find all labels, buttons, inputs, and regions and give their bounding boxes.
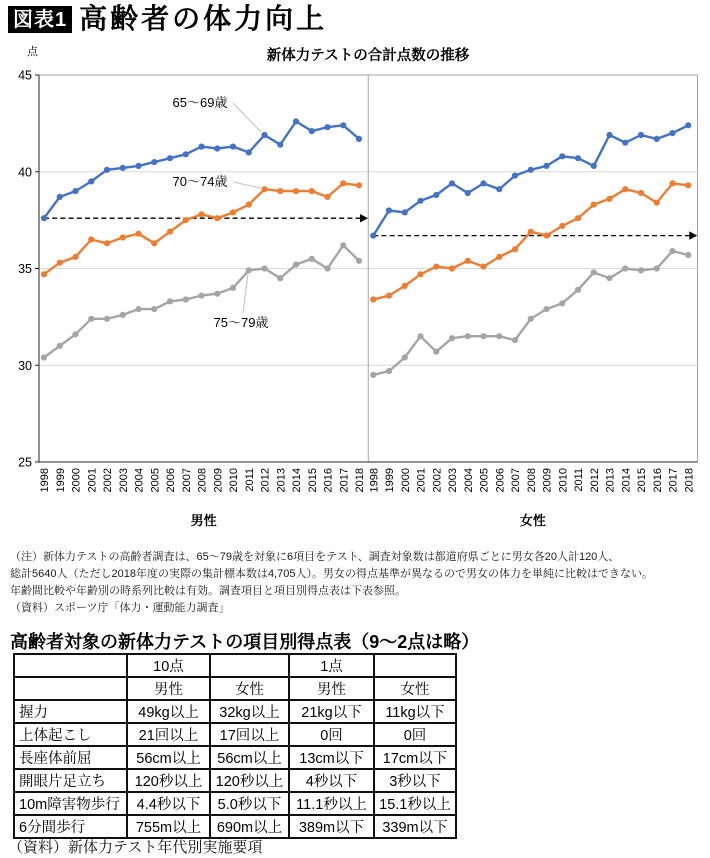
data-point — [606, 132, 612, 138]
data-point — [386, 207, 392, 213]
score-table-cell: 開眼片足立ち — [14, 769, 127, 792]
score-table-cell: 上体起こし — [14, 723, 127, 746]
data-point — [496, 254, 502, 260]
series-annotation-label: 65〜69歳 — [172, 95, 228, 110]
series-annotation-label: 70〜74歳 — [172, 174, 228, 189]
data-point — [638, 132, 644, 138]
data-point — [104, 316, 110, 322]
data-point — [528, 316, 534, 322]
data-point — [669, 130, 675, 136]
data-point — [685, 252, 691, 258]
chart-title: 新体力テストの合計点数の推移 — [266, 48, 470, 64]
data-point — [528, 167, 534, 173]
score-table-cell: 13cm以下 — [289, 746, 374, 769]
data-point — [370, 296, 376, 302]
data-point — [622, 140, 628, 146]
data-point — [606, 196, 612, 202]
data-point — [214, 145, 220, 151]
score-table-cell: 32kg以上 — [210, 700, 289, 723]
annotation-leader-line — [243, 274, 248, 313]
data-point — [72, 188, 78, 194]
score-table-cell: 長座体前屈 — [14, 746, 127, 769]
data-point — [57, 343, 63, 349]
table-row — [14, 746, 456, 769]
data-point — [277, 275, 283, 281]
data-point — [230, 144, 236, 150]
x-tick-label: 2008 — [196, 468, 209, 493]
y-tick-label: 35 — [18, 262, 32, 276]
data-point — [480, 180, 486, 186]
score-table-cell: 56cm以上 — [127, 746, 210, 769]
y-tick-label: 25 — [18, 455, 32, 470]
score-table-cell: 6分間歩行 — [14, 815, 127, 838]
data-point — [198, 293, 204, 299]
score-table-header-cell: 男性 — [127, 677, 210, 700]
data-point — [340, 122, 346, 128]
score-table-header-cell: 女性 — [374, 677, 456, 700]
data-point — [669, 180, 675, 186]
table-row — [14, 792, 456, 815]
data-point — [261, 132, 267, 138]
data-point — [433, 349, 439, 355]
data-point — [167, 298, 173, 304]
figure-number-badge: 図表1 — [8, 6, 72, 33]
page-title: 高齢者の体力向上 — [79, 3, 328, 34]
y-tick-label: 40 — [18, 165, 32, 180]
score-table-cell: 17cm以下 — [374, 746, 456, 769]
x-tick-label: 2005 — [478, 468, 491, 493]
score-table-cell: 120秒以上 — [127, 769, 210, 792]
data-point — [512, 246, 518, 252]
data-point — [622, 186, 628, 192]
data-point — [386, 293, 392, 299]
data-point — [356, 258, 362, 264]
data-point — [309, 128, 315, 134]
data-point — [230, 209, 236, 215]
data-point — [402, 354, 408, 360]
y-axis-unit-label: 点 — [27, 46, 38, 58]
x-tick-label: 1999 — [384, 468, 396, 493]
x-tick-label: 2013 — [275, 468, 288, 493]
data-point — [496, 186, 502, 192]
score-table-cell: 握力 — [14, 700, 127, 723]
y-tick-label: 45 — [18, 68, 32, 83]
x-tick-label: 2016 — [322, 468, 335, 493]
score-table-cell: 15.1秒以上 — [374, 792, 456, 815]
table-row — [14, 769, 456, 792]
annotation-leader-line — [233, 103, 261, 132]
data-point — [104, 167, 110, 173]
data-point — [575, 215, 581, 221]
data-point — [449, 265, 455, 271]
x-tick-label: 2014 — [620, 468, 633, 493]
x-tick-label: 2003 — [117, 468, 130, 493]
score-table-title: 高齢者対象の新体力テストの項目別得点表（9〜2点は略） — [10, 632, 480, 652]
table-source: （資料）新体力テスト年代別実施要項 — [8, 839, 263, 856]
data-point — [465, 333, 471, 339]
data-point — [120, 234, 126, 240]
data-point — [417, 271, 423, 277]
x-tick-label: 2000 — [399, 468, 412, 493]
score-table-cell: 0回 — [289, 723, 374, 746]
data-point — [261, 265, 267, 271]
x-tick-label: 2001 — [415, 468, 428, 493]
score-table-cell: 3秒以下 — [374, 769, 456, 792]
score-table-header-cell: 男性 — [289, 677, 374, 700]
data-point — [370, 372, 376, 378]
data-point — [669, 248, 675, 254]
data-point — [512, 337, 518, 343]
data-point — [559, 153, 565, 159]
x-tick-label: 2015 — [306, 468, 319, 493]
score-table-cell: 389m以下 — [289, 815, 374, 838]
data-point — [370, 233, 376, 239]
x-tick-label: 2017 — [338, 468, 351, 493]
data-point — [151, 240, 157, 246]
score-table-cell: 4.4秒以下 — [127, 792, 210, 815]
data-point — [465, 190, 471, 196]
data-point — [324, 265, 330, 271]
data-point — [246, 149, 252, 155]
data-point — [543, 233, 549, 239]
data-point — [433, 192, 439, 198]
table-row — [14, 815, 456, 838]
note-line: （注）新体力テストの高齢者調査は、65〜79歳を対象に6項目をテスト、調査対象数は都道府県ごとに男女各20人計120人、 — [10, 551, 620, 563]
data-point — [386, 368, 392, 374]
x-tick-label: 2011 — [573, 468, 585, 492]
score-table-cell: 56cm以上 — [210, 746, 289, 769]
data-point — [277, 142, 283, 148]
data-point — [183, 217, 189, 223]
x-tick-label: 2013 — [604, 468, 617, 493]
x-tick-label: 2017 — [667, 468, 680, 493]
score-table-header-cell — [14, 654, 127, 677]
x-tick-label: 2008 — [525, 468, 538, 493]
figure-header — [8, 5, 327, 33]
x-tick-label: 1998 — [39, 468, 51, 493]
x-tick-label: 2003 — [447, 468, 459, 493]
data-point — [293, 118, 299, 124]
score-table-cell: 11.1秒以上 — [289, 792, 374, 815]
x-tick-label: 2016 — [651, 468, 664, 493]
x-tick-label: 2018 — [683, 468, 696, 493]
x-tick-label: 2015 — [636, 468, 648, 493]
data-point — [638, 267, 644, 273]
x-tick-label: 1998 — [368, 468, 381, 493]
score-table-cell: 10m障害物歩行 — [14, 792, 127, 815]
data-point — [417, 333, 423, 339]
data-point — [88, 178, 94, 184]
data-point — [214, 215, 220, 221]
table-row — [14, 723, 456, 746]
score-table-cell: 11kg以下 — [374, 700, 456, 723]
chart-notes — [10, 549, 653, 617]
data-point — [293, 262, 299, 268]
table-row — [14, 700, 456, 723]
score-table-cell: 0回 — [374, 723, 456, 746]
y-tick-label: 30 — [18, 358, 32, 373]
score-table-header-cell: 女性 — [210, 677, 289, 700]
data-point — [449, 180, 455, 186]
panel-label: 女性 — [519, 513, 546, 528]
data-point — [591, 202, 597, 208]
x-tick-label: 2011 — [243, 468, 256, 492]
x-tick-label: 2005 — [149, 468, 162, 493]
data-point — [685, 122, 691, 128]
x-tick-label: 2007 — [510, 468, 522, 493]
data-point — [88, 316, 94, 322]
note-line: （資料）スポーツ庁「体力・運動能力調査」 — [10, 602, 230, 614]
score-table-header-row — [14, 654, 456, 677]
data-point — [261, 186, 267, 192]
data-point — [591, 269, 597, 275]
score-table-header-cell — [210, 654, 289, 677]
data-point — [575, 155, 581, 161]
data-point — [135, 306, 141, 312]
score-table-header-cell — [374, 654, 456, 677]
data-point — [324, 194, 330, 200]
data-point — [198, 211, 204, 217]
data-point — [309, 256, 315, 262]
note-line: 総計5640人（ただし2018年度の実際の集計標本数は4,705人）。男女の得点基準が異なるので男女の体力を単純に比較はできない。 — [10, 568, 653, 580]
data-point — [606, 275, 612, 281]
score-table-header-row — [14, 677, 456, 700]
data-point — [41, 215, 47, 221]
data-point — [356, 136, 362, 142]
series-line-65〜69歳 — [44, 121, 359, 218]
data-point — [104, 240, 110, 246]
data-point — [433, 264, 439, 270]
data-point — [167, 155, 173, 161]
data-point — [449, 335, 455, 341]
data-point — [559, 223, 565, 229]
data-point — [340, 180, 346, 186]
data-point — [402, 209, 408, 215]
fitness-line-chart — [0, 40, 710, 540]
data-point — [685, 182, 691, 188]
data-point — [465, 258, 471, 264]
x-tick-label: 2009 — [212, 468, 225, 493]
data-point — [417, 198, 423, 204]
data-point — [135, 231, 141, 237]
data-point — [183, 151, 189, 157]
score-table-header-cell: 10点 — [127, 654, 210, 677]
score-table-cell: 755m以上 — [127, 815, 210, 838]
x-tick-label: 2012 — [259, 468, 272, 493]
x-tick-label: 2004 — [462, 468, 475, 493]
data-point — [638, 190, 644, 196]
x-tick-label: 2000 — [70, 468, 83, 493]
x-tick-label: 2010 — [228, 468, 240, 493]
note-line: 年齢間比較や年齢別の時系列比較は有効。調査項目と項目別得点表は下表参照。 — [10, 585, 406, 597]
data-point — [72, 331, 78, 337]
data-point — [57, 260, 63, 266]
data-point — [120, 165, 126, 171]
data-point — [309, 188, 315, 194]
series-annotation-label: 75〜79歳 — [213, 315, 269, 330]
data-point — [246, 202, 252, 208]
score-table-cell: 49kg以上 — [127, 700, 210, 723]
data-point — [559, 300, 565, 306]
x-tick-label: 2006 — [494, 468, 507, 493]
data-point — [654, 200, 660, 206]
data-point — [151, 159, 157, 165]
score-table-cell: 21kg以下 — [289, 700, 374, 723]
data-point — [591, 163, 597, 169]
data-point — [277, 188, 283, 194]
data-point — [402, 283, 408, 289]
x-tick-label: 2018 — [354, 468, 366, 493]
x-tick-label: 2004 — [133, 468, 146, 493]
data-point — [246, 267, 252, 273]
data-point — [230, 285, 236, 291]
data-point — [135, 163, 141, 169]
x-tick-label: 2009 — [541, 468, 554, 493]
data-point — [151, 306, 157, 312]
data-point — [480, 264, 486, 270]
score-table-cell: 339m以下 — [374, 815, 456, 838]
x-tick-label: 2002 — [431, 468, 444, 493]
data-point — [41, 271, 47, 277]
data-point — [167, 229, 173, 235]
x-tick-label: 2002 — [102, 468, 114, 493]
data-point — [543, 163, 549, 169]
data-point — [654, 265, 660, 271]
data-point — [543, 306, 549, 312]
x-tick-label: 2014 — [291, 468, 303, 493]
x-tick-label: 2001 — [86, 468, 99, 493]
data-point — [340, 242, 346, 248]
data-point — [575, 287, 581, 293]
data-point — [57, 194, 63, 200]
data-point — [88, 236, 94, 242]
x-tick-label: 2010 — [557, 468, 570, 493]
data-point — [293, 188, 299, 194]
x-tick-label: 2007 — [180, 468, 193, 493]
data-point — [41, 354, 47, 360]
annotation-leader-line — [233, 182, 261, 188]
data-point — [528, 229, 534, 235]
data-point — [183, 296, 189, 302]
arrowhead-icon — [689, 231, 697, 239]
score-table-header-cell — [14, 677, 127, 700]
data-point — [198, 144, 204, 150]
data-point — [496, 333, 502, 339]
series-line-75〜79歳 — [44, 245, 359, 357]
data-point — [480, 333, 486, 339]
data-point — [120, 312, 126, 318]
score-table-cell: 120秒以上 — [210, 769, 289, 792]
data-point — [356, 182, 362, 188]
score-table-cell: 4秒以下 — [289, 769, 374, 792]
x-tick-label: 2006 — [165, 468, 177, 493]
score-table-cell: 5.0秒以下 — [210, 792, 289, 815]
score-table — [13, 653, 457, 839]
data-point — [324, 124, 330, 130]
score-table-header-cell: 1点 — [289, 654, 374, 677]
data-point — [214, 291, 220, 297]
score-table-cell: 17回以上 — [210, 723, 289, 746]
panel-label: 男性 — [190, 513, 217, 528]
data-point — [72, 254, 78, 260]
score-table-cell: 21回以上 — [127, 723, 210, 746]
x-tick-label: 1999 — [54, 468, 67, 493]
arrowhead-icon — [360, 214, 368, 222]
series-line-65〜69歳 — [373, 125, 688, 235]
x-tick-label: 2012 — [588, 468, 601, 493]
data-point — [622, 265, 628, 271]
data-point — [512, 173, 518, 179]
score-table-cell: 690m以上 — [210, 815, 289, 838]
data-point — [654, 136, 660, 142]
